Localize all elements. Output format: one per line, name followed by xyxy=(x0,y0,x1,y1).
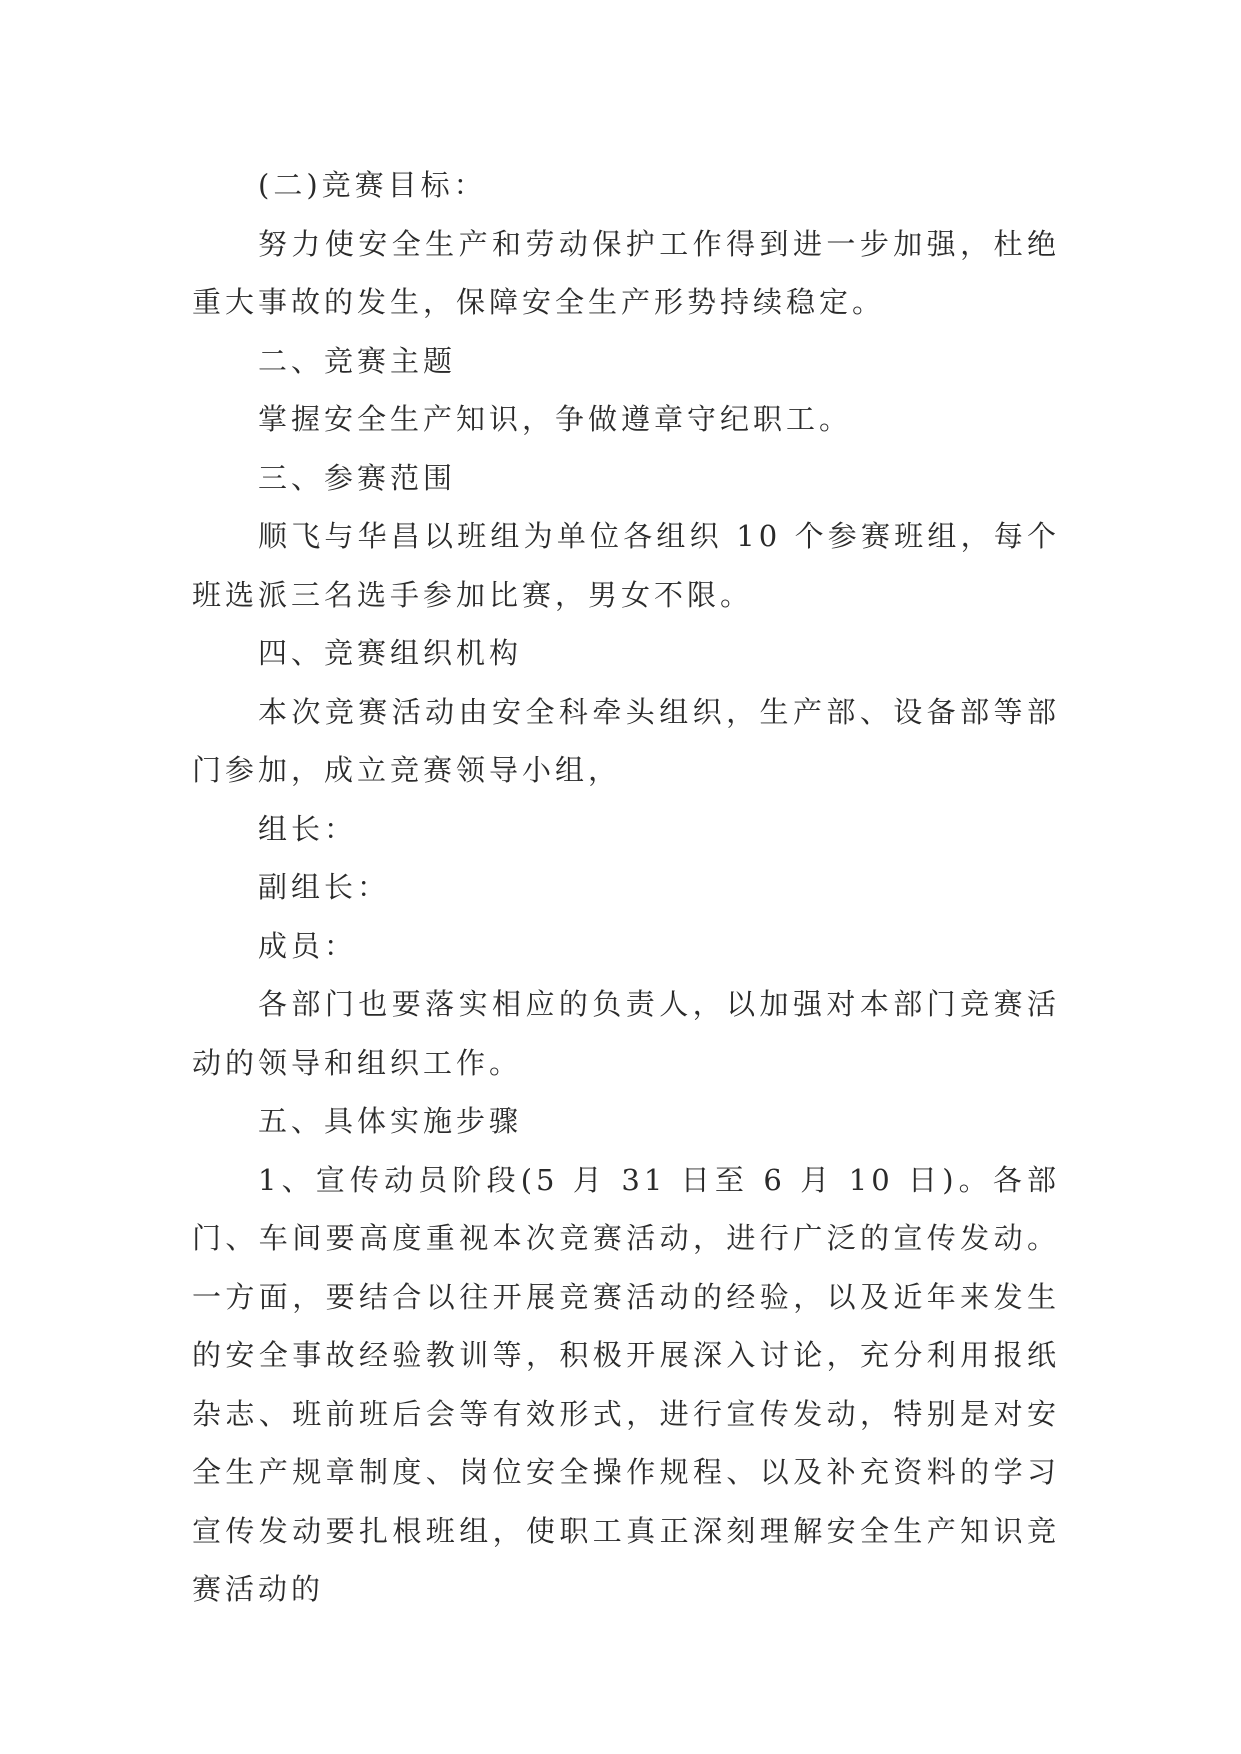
paragraph-theme-heading: 二、竞赛主题 xyxy=(258,343,457,378)
paragraph-theme-text: 掌握安全生产知识，争做遵章守纪职工。 xyxy=(258,402,853,436)
paragraph-members: 成员： xyxy=(258,928,358,963)
paragraph-organization-text: 本次竞赛活动由安全科牵头组织，生产部、设备部等部门参加，成立竞赛领导小组， xyxy=(192,694,1060,787)
paragraph-step-1: 1、宣传动员阶段(5 月 31 日至 6 月 10 日)。各部门、车间要高度重视本次竞赛活动，进行广泛的宣传发动。一方面，要结合以往开展竞赛活动的经验，以及近年来发生的安全事故经验教训等，积极开展深入讨论，充分利用报纸杂志、班前班后会等有效形式，进行宣传发动，特别是对安全生产规章制度、岗位安全操作规程、以及补充资料的学习宣传发动要扎根班组，使职工真正深刻理解安全生产知识竞赛活动的 xyxy=(192,1162,1060,1606)
paragraph-departments: 各部门也要落实相应的负责人，以加强对本部门竞赛活动的领导和组织工作。 xyxy=(192,987,1060,1080)
paragraph-goal-text: 努力使安全生产和劳动保护工作得到进一步加强，杜绝重大事故的发生，保障安全生产形势持续稳定。 xyxy=(192,226,1060,319)
paragraph-leader: 组长： xyxy=(258,811,358,846)
paragraph-goal-heading: (二)竞赛目标： xyxy=(258,168,487,202)
paragraph-scope-text: 顺飞与华昌以班组为单位各组织 10 个参赛班组，每个班选派三名选手参加比赛，男女不限。 xyxy=(192,519,1060,612)
document-body xyxy=(192,156,1060,1619)
paragraph-scope-heading: 三、参赛范围 xyxy=(258,460,457,495)
paragraph-steps-heading: 五、具体实施步骤 xyxy=(258,1104,523,1138)
paragraph-deputy-leader: 副组长： xyxy=(258,870,391,904)
paragraph-organization-heading: 四、竞赛组织机构 xyxy=(258,636,523,670)
